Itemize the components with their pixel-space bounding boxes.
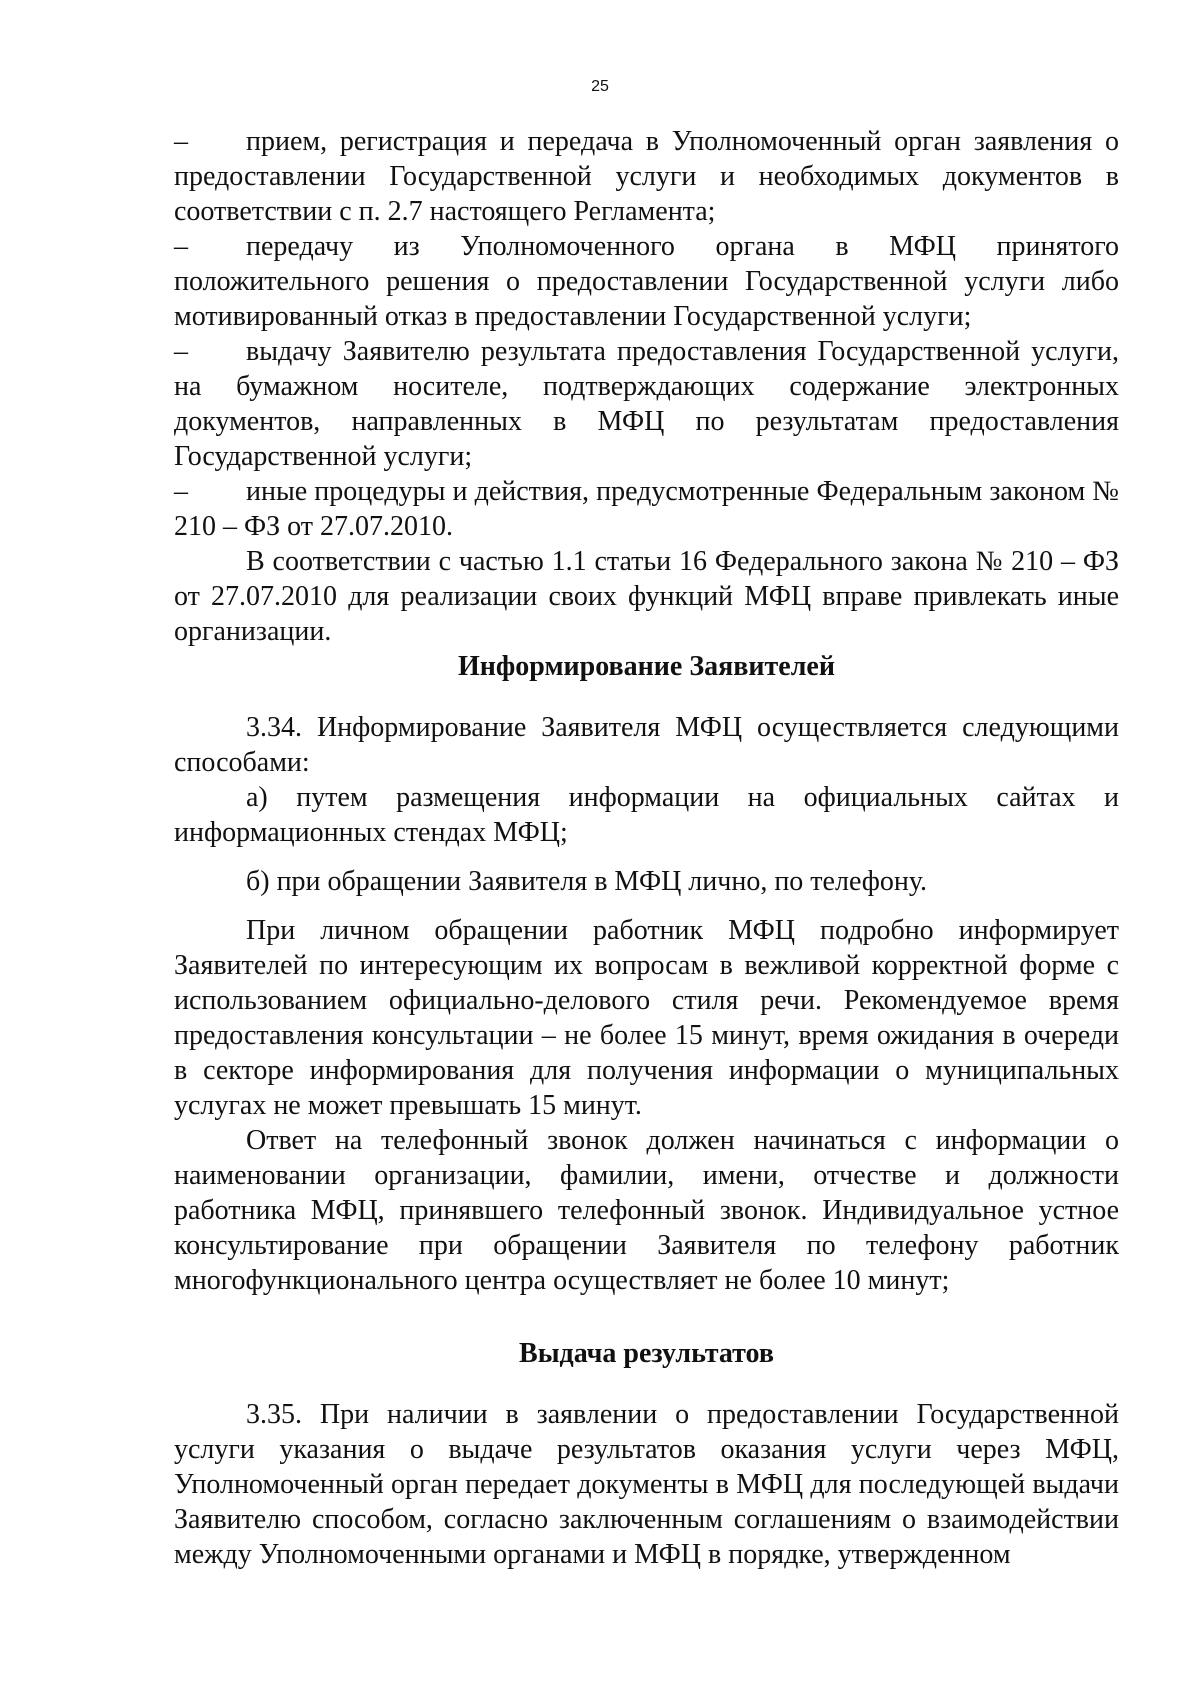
paragraph-3-34: 3.34. Информирование Заявителя МФЦ осуществляется следующими способами: bbox=[174, 712, 1119, 778]
page-number: 25 bbox=[591, 78, 609, 95]
section-heading-informing: Информирование Заявителей bbox=[458, 651, 835, 682]
section-heading-results: Выдача результатов bbox=[519, 1338, 774, 1369]
spacer bbox=[174, 1371, 1119, 1397]
paragraph-personal-visit: При личном обращении работник МФЦ подробно информирует Заявителей по интересующим их вопросам в вежливой корректной форме с использованием официально-делового стиля речи. Рекомендуемое время предоставления консультации – не более 15 минут, время ожидания в очереди в секторе информирования для получения информации о муниципальных услугах не может превышать 15 минут. bbox=[174, 915, 1119, 1121]
paragraph-phone-call: Ответ на телефонный звонок должен начинаться с информации о наименовании организации, фамилии, имени, отчестве и должности работника МФЦ, принявшего телефонный звонок. Индивидуальное устное консультирование при обращении Заявителя по телефону работник многофункционального центра осуществляет не более 10 минут; bbox=[174, 1125, 1119, 1296]
list-item bbox=[174, 124, 1119, 229]
dash-marker: – bbox=[174, 336, 188, 367]
paragraph-3-35: 3.35. При наличии в заявлении о предоставлении Государственной услуги указания о выдаче результатов оказания услуги через МФЦ, Уполномоченный орган передает документы в МФЦ для последующей выдачи Заявителю способом, согласно заключенным соглашениям о взаимодействии между Уполномоченными органами и МФЦ в порядке, утвержденном bbox=[174, 1399, 1119, 1570]
list-item-a: а) путем размещения информации на официальных сайтах и информационных стендах МФЦ; bbox=[174, 782, 1119, 848]
list-item-text: иные процедуры и действия, предусмотренные Федеральным законом № 210 – ФЗ от 27.07.2010. bbox=[174, 476, 1119, 542]
list-item-b: б) при обращении Заявителя в МФЦ лично, по телефону. bbox=[246, 866, 928, 897]
list-item-text: передачу из Уполномоченного органа в МФЦ принятого положительного решения о предоставлении Государственной услуги либо мотивированный отказ в предоставлении Государственной услуги; bbox=[174, 231, 1119, 332]
list-item-text: прием, регистрация и передача в Уполномоченный орган заявления о предоставлении Государственной услуги и необходимых документов в соответствии с п. 2.7 настоящего Регламента; bbox=[174, 126, 1119, 227]
list-item bbox=[174, 334, 1119, 474]
spacer bbox=[174, 850, 1119, 864]
document-body bbox=[174, 124, 1119, 1572]
paragraph-part-1-1: В соответствии с частью 1.1 статьи 16 Федерального закона № 210 – ФЗ от 27.07.2010 для реализации своих функций МФЦ вправе привлекать иные организации. bbox=[174, 546, 1119, 647]
spacer bbox=[174, 899, 1119, 913]
list-item bbox=[174, 474, 1119, 544]
list-item bbox=[174, 229, 1119, 334]
list-item-text: выдачу Заявителю результата предоставления Государственной услуги, на бумажном носителе, подтверждающих содержание электронных документов, направленных в МФЦ по результатам предоставления Государственной услуги; bbox=[174, 336, 1119, 472]
spacer bbox=[174, 1298, 1119, 1336]
dash-marker: – bbox=[174, 126, 188, 157]
dash-marker: – bbox=[174, 231, 188, 262]
dash-marker: – bbox=[174, 476, 188, 507]
spacer bbox=[174, 684, 1119, 710]
